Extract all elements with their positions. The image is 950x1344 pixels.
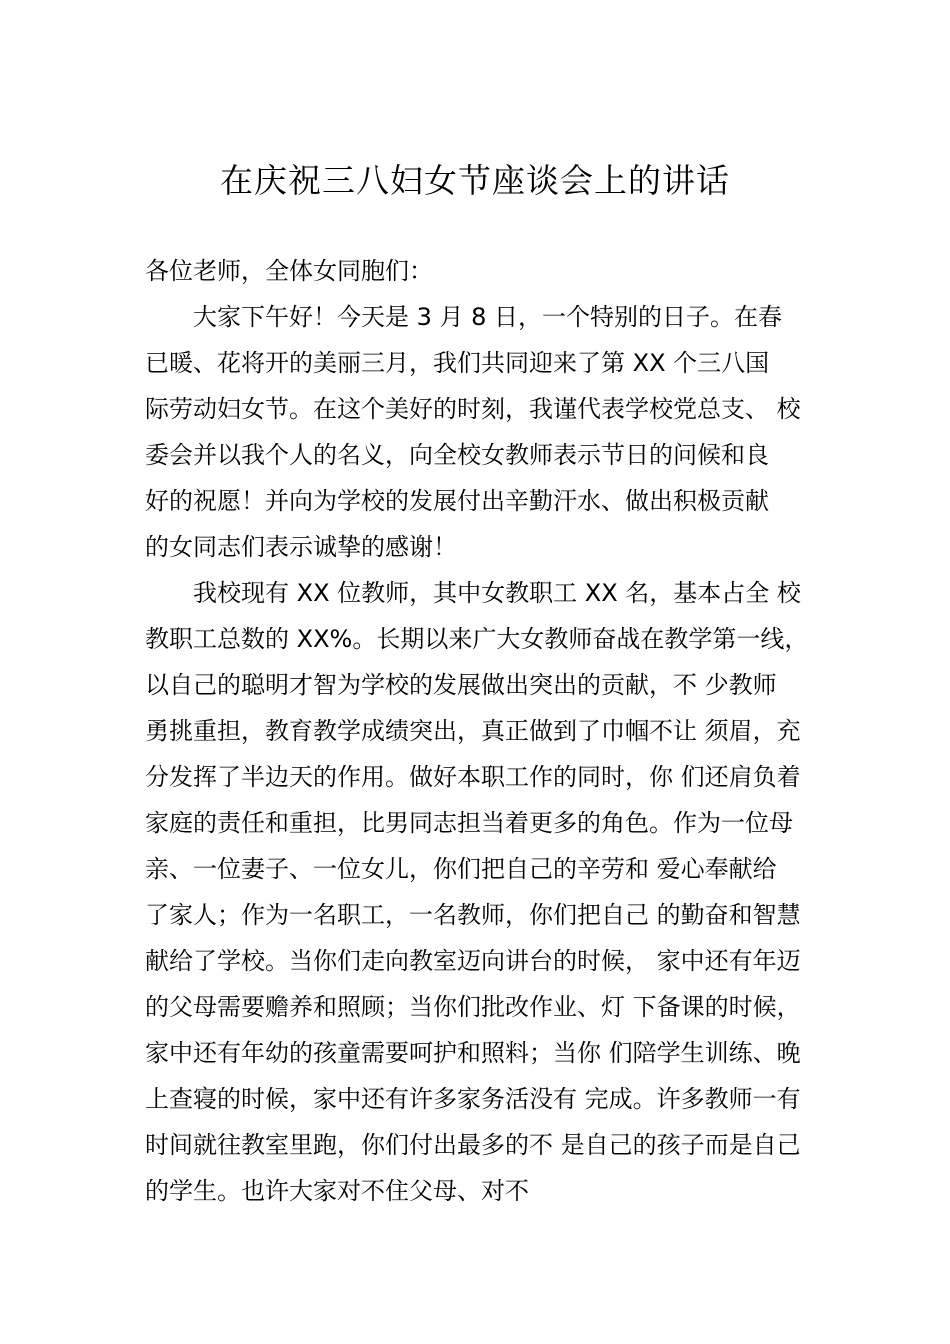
paragraph-line: 献给了学校。当你们走向教室迈向讲台的时候， 家中还有年迈 (145, 947, 801, 975)
paragraph-line: 的学生。也许大家对不住父母、对不 (145, 1177, 529, 1205)
paragraph-line: 勇挑重担，教育教学成绩突出，真正做到了巾帼不让 须眉，充 (145, 717, 801, 745)
document-title: 在庆祝三八妇女节座谈会上的讲话 (220, 161, 730, 200)
paragraph-line: 了家人；作为一名职工，一名教师，你们把自己 的勤奋和智慧 (145, 901, 801, 929)
paragraph-line: 的女同志们表示诚挚的感谢！ (145, 533, 457, 561)
salutation: 各位老师，全体女同胞们： (145, 257, 433, 285)
paragraph-line: 家庭的责任和重担，比男同志担当着更多的角色。作为一位母 (145, 809, 793, 837)
paragraph-line: 时间就往教室里跑，你们付出最多的不 是自己的孩子而是自己 (145, 1131, 801, 1159)
paragraph-line: 分发挥了半边天的作用。做好本职工作的同时，你 们还肩负着 (145, 763, 801, 791)
paragraph-line: 好的祝愿！并向为学校的发展付出辛勤汗水、做出积极贡献 (145, 487, 769, 515)
paragraph-1 (145, 294, 865, 570)
paragraph-line: 际劳动妇女节。在这个美好的时刻，我谨代表学校党总支、 校 (145, 395, 801, 423)
paragraph-2 (145, 570, 865, 1214)
paragraph-line: 大家下午好！今天是 3 月 8 日，一个特别的日子。在春 (193, 303, 783, 331)
paragraph-line: 上查寝的时候，家中还有许多家务活没有 完成。许多教师一有 (145, 1085, 801, 1113)
document-body (145, 248, 865, 1214)
paragraph-line: 已暖、花将开的美丽三月，我们共同迎来了第 XX 个三八国 (145, 349, 770, 377)
paragraph-line: 委会并以我个人的名义，向全校女教师表示节日的问候和良 (145, 441, 769, 469)
paragraph-line: 教职工总数的 XX%。长期以来广大女教师奋战在教学第一线， (145, 625, 809, 653)
paragraph-line: 亲、一位妻子、一位女儿，你们把自己的辛劳和 爱心奉献给 (145, 855, 777, 883)
paragraph-line: 以自己的聪明才智为学校的发展做出突出的贡献，不 少教师 (145, 671, 777, 699)
paragraph-line: 我校现有 XX 位教师，其中女教职工 XX 名，基本占全 校 (193, 579, 801, 607)
paragraph-line: 家中还有年幼的孩童需要呵护和照料；当你 们陪学生训练、晚 (145, 1039, 801, 1067)
paragraph-line: 的父母需要赡养和照顾；当你们批改作业、灯 下备课的时候， (145, 993, 801, 1021)
